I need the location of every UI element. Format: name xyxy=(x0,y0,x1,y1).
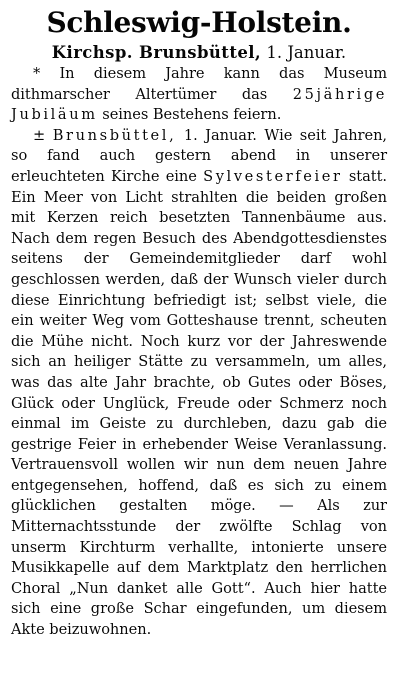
paragraph-1-spaced-text: 25jährige Jubiläum xyxy=(11,85,387,124)
dateline-place: Kirchsp. Brunsbüttel, xyxy=(51,43,262,62)
paragraph-1-text-after: seines Bestehens feiern. xyxy=(97,106,282,124)
paragraph-2-text-2: statt. Ein Meer von Licht strahlten die beiden großen mit Kerzen reich besetzten Tannenbäume aus. Nach dem regen Besuch des Abendgottesdienstes seitens der Gemeindemitglieder darf wohl geschlossen werden, daß der Wunsch vieler durch diese Einrichtung befriedigt ist; selbst viele, die ein weiter Weg vom Gotteshause trennt, scheuten die Mühe nicht. Noch kurz vor der Jahreswende sich an heiliger Stätte zu versammeln, um alles, was das alte Jahr brachte, ob Gutes oder Böses, Glück oder Unglück, Freude oder Schmerz noch einmal im Geiste zu durchleben, dazu gab die gestrige Feier in erhebender Weise Veranlassung. Vertrauensvoll wollen wir nun dem neuen Jahre entgegensehen, hoffend, daß es sich zu einem glücklichen gestalten möge. — Als zur Mitternachtsstunde der zwölfte Schlag von unserm Kirchturm verhallte, intonierte unsere Musikkapelle auf dem Marktplatz den herrlichen Choral „Nun danket alle Gott“. Auch hier hatte sich eine große Schar eingefunden, um diesem Akte beizuwohnen. xyxy=(11,167,387,639)
paragraph-2-text-1: Wie seit Jahren, so fand auch gestern abend in unserer erleuchteten Kirche eine xyxy=(11,126,388,185)
asterisk-marker: * xyxy=(33,65,41,82)
paragraph-museum-jubilee xyxy=(11,64,387,126)
dateline-date: 1. Januar. xyxy=(266,43,347,62)
paragraph-new-years-eve xyxy=(11,126,387,641)
section-heading: Schleswig-Holstein. xyxy=(46,6,352,39)
paragraph-2-place: Brunsbüttel, xyxy=(52,126,177,144)
paragraph-1-text-before: In diesem Jahre kann das Museum dithmarscher Altertümer das xyxy=(11,65,388,103)
dateline xyxy=(11,43,387,63)
paragraph-2-date: 1. Januar. xyxy=(183,126,257,144)
plus-minus-marker: ± xyxy=(33,126,46,144)
paragraph-2-spaced-word: Sylvesterfeier xyxy=(203,167,343,185)
